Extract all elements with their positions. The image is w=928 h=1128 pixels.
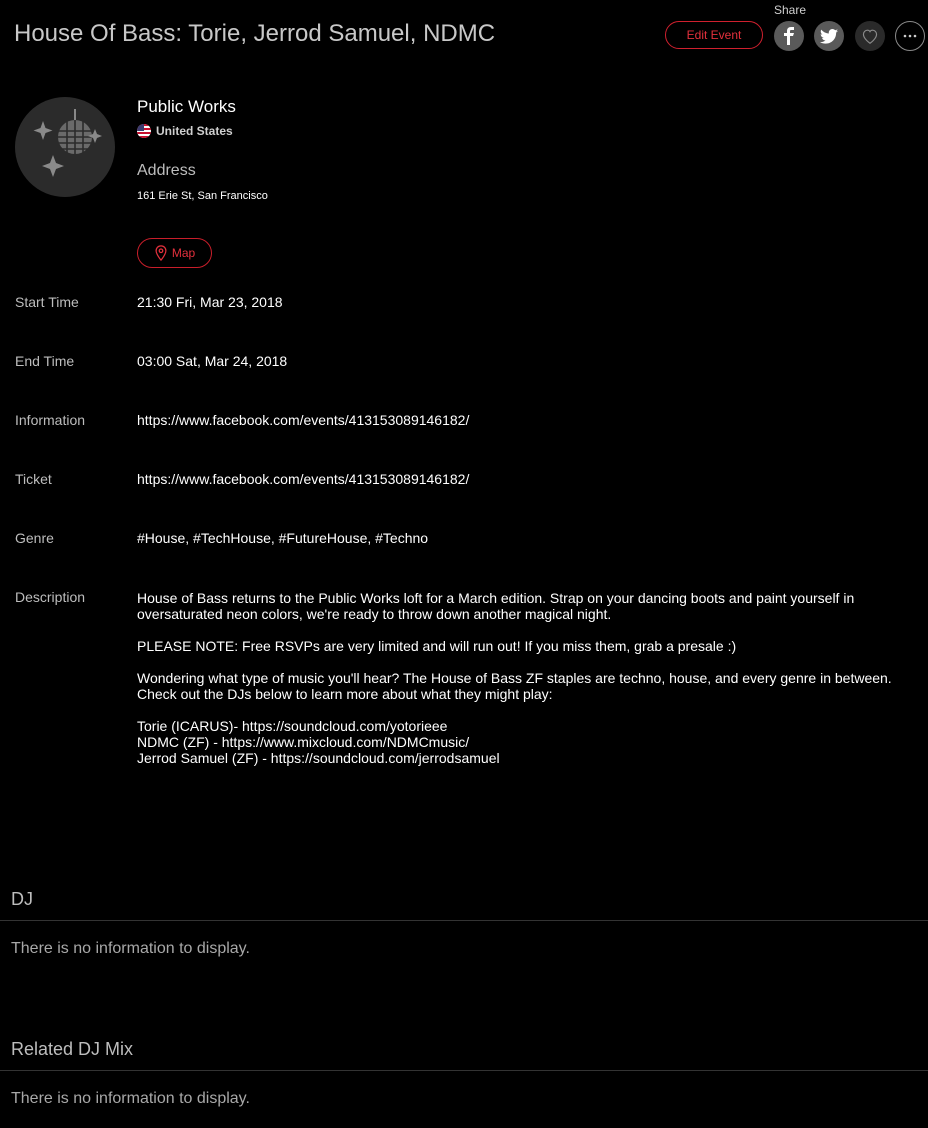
- more-options-button[interactable]: [895, 21, 925, 51]
- dj-link-line: NDMC (ZF) - https://www.mixcloud.com/NDMCmusic/: [137, 734, 470, 750]
- information-label: Information: [15, 412, 86, 428]
- address-value: 161 Erie St, San Francisco: [137, 190, 268, 202]
- description-label: Description: [15, 589, 86, 605]
- edit-event-button[interactable]: Edit Event: [665, 21, 763, 49]
- divider: [0, 920, 928, 921]
- map-label: Map: [171, 246, 196, 260]
- related-mix-section-title: Related DJ Mix: [11, 1039, 134, 1059]
- ticket-link[interactable]: https://www.facebook.com/events/413153089146182/: [137, 471, 470, 487]
- end-time-label: End Time: [15, 353, 75, 369]
- divider: [0, 1070, 928, 1071]
- dj-empty-message: There is no information to display.: [11, 940, 250, 957]
- description-text: [137, 590, 907, 766]
- facebook-share-button[interactable]: [774, 21, 804, 51]
- share-label: Share: [774, 3, 807, 17]
- start-time-value: 21:30 Fri, Mar 23, 2018: [137, 294, 283, 310]
- heart-icon: [861, 28, 879, 44]
- favorite-button[interactable]: [855, 21, 885, 51]
- information-link[interactable]: https://www.facebook.com/events/413153089146182/: [137, 412, 470, 428]
- start-time-label: Start Time: [15, 294, 79, 310]
- map-button[interactable]: [137, 238, 212, 268]
- related-mix-empty-message: There is no information to display.: [11, 1090, 250, 1107]
- genre-tags[interactable]: #House, #TechHouse, #FutureHouse, #Techno: [137, 530, 429, 546]
- twitter-icon: [820, 29, 838, 44]
- dj-link-line: Jerrod Samuel (ZF) - https://soundcloud.com/jerrodsamuel: [137, 750, 500, 766]
- disco-ball-icon: [25, 107, 105, 187]
- description-paragraph: House of Bass returns to the Public Works loft for a March edition. Strap on your dancing boots and paint yourself in oversaturated neon colors, we're ready to throw down another magical night.: [137, 590, 855, 622]
- ticket-label: Ticket: [15, 471, 52, 487]
- dj-link-line: Torie (ICARUS)- https://soundcloud.com/yotorieee: [137, 718, 448, 734]
- more-icon: [903, 34, 917, 38]
- end-time-value: 03:00 Sat, Mar 24, 2018: [137, 353, 288, 369]
- address-label: Address: [137, 162, 196, 179]
- description-paragraph: Wondering what type of music you'll hear? The House of Bass ZF staples are techno, house, and every genre in between. Check out the DJs below to learn more about what they might play:: [137, 670, 892, 702]
- venue-name[interactable]: Public Works: [137, 97, 236, 116]
- twitter-share-button[interactable]: [814, 21, 844, 51]
- country-name: United States: [156, 124, 233, 138]
- venue-country: [137, 124, 233, 138]
- us-flag-icon: [137, 124, 151, 138]
- dj-section-title: DJ: [11, 889, 33, 909]
- venue-logo: [15, 97, 115, 197]
- genre-label: Genre: [15, 530, 54, 546]
- facebook-icon: [783, 27, 795, 45]
- map-pin-icon: [154, 245, 168, 261]
- description-paragraph: PLEASE NOTE: Free RSVPs are very limited and will run out! If you miss them, grab a presale :): [137, 638, 737, 654]
- page-title: House Of Bass: Torie, Jerrod Samuel, NDMC: [14, 20, 496, 47]
